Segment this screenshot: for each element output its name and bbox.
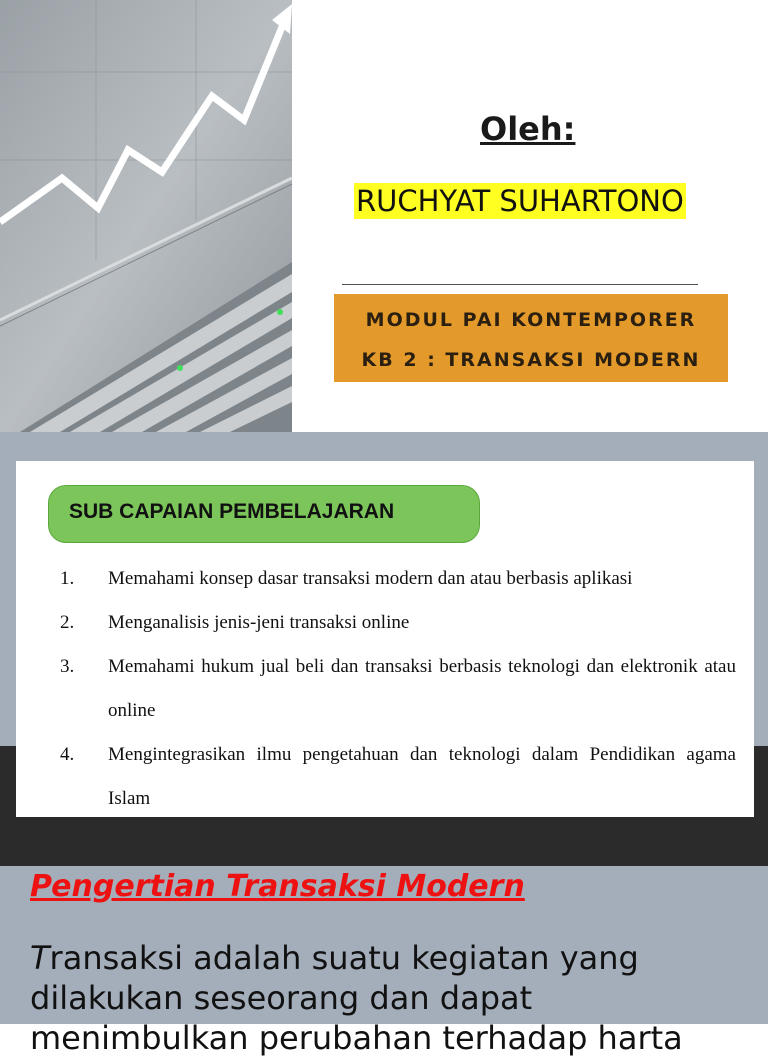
objectives-heading: SUB CAPAIAN PEMBELAJARAN xyxy=(69,500,395,523)
objective-item xyxy=(60,645,736,733)
title-slide xyxy=(0,0,768,432)
definition-heading: Pengertian Transaksi Modern xyxy=(30,869,525,904)
objective-text: Memahami konsep dasar transaksi modern dan atau berbasis aplikasi xyxy=(108,568,633,589)
module-title-box xyxy=(334,294,728,382)
objective-item xyxy=(60,601,736,645)
objective-number: 2. xyxy=(60,612,75,633)
objectives-slide xyxy=(0,432,768,866)
definition-body xyxy=(30,938,750,1058)
module-title-line2: KB 2 : TRANSAKSI MODERN xyxy=(361,349,701,371)
module-title-line1: MODUL PAI KONTEMPORER xyxy=(365,309,697,331)
objective-number: 3. xyxy=(60,656,75,677)
definition-text: ransaksi adalah suatu kegiatan yang dilakukan seseorang dan dapat menimbulkan perubahan terhadap harta xyxy=(30,939,683,1057)
divider-line xyxy=(342,284,698,285)
objective-item xyxy=(60,557,736,601)
objective-item xyxy=(60,733,736,821)
staircase-chart-photo xyxy=(0,0,292,432)
by-label: Oleh: xyxy=(480,110,576,148)
staircase-arrow-image xyxy=(0,0,292,432)
objective-number: 1. xyxy=(60,568,75,589)
objective-text: Menganalisis jenis-jeni transaksi online xyxy=(108,612,410,633)
objectives-card xyxy=(16,461,754,817)
objective-number: 4. xyxy=(60,744,75,765)
objective-text: Mengintegrasikan ilmu pengetahuan dan teknologi dalam Pendidikan agama Islam xyxy=(108,744,736,809)
definition-slide xyxy=(0,866,768,1057)
definition-initial: T xyxy=(30,939,50,977)
author-name: RUCHYAT SUHARTONO xyxy=(356,184,684,218)
objectives-list xyxy=(60,557,736,821)
objectives-heading-pill xyxy=(48,485,480,543)
objective-text: Memahami hukum jual beli dan transaksi berbasis teknologi dan elektronik atau online xyxy=(108,656,736,721)
